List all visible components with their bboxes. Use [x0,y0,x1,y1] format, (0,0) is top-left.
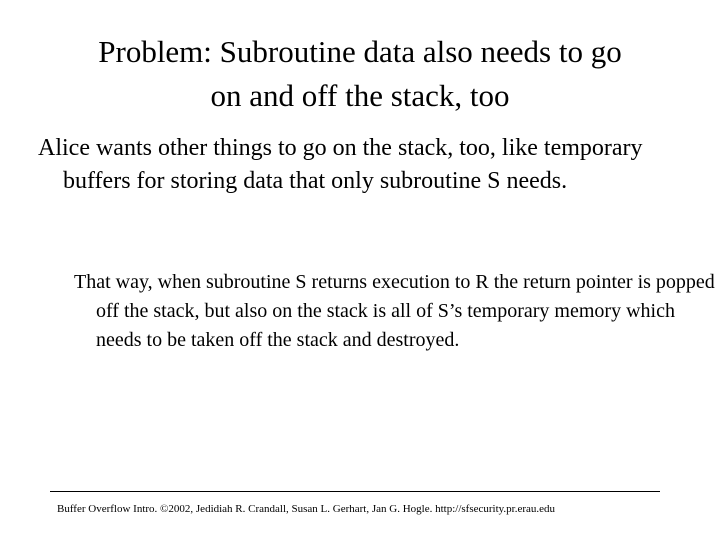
footer-divider [50,491,660,492]
slide-title-line-1: Problem: Subroutine data also needs to go [98,34,622,69]
slide-title-line-2: on and off the stack, too [210,78,510,113]
footer-credit: Buffer Overflow Intro. ©2002, Jedidiah R. Crandall, Susan L. Gerhart, Jan G. Hogle. http://sfsecurity.pr.erau.edu [57,503,556,515]
slide-title [40,30,680,118]
body-paragraph-1: Alice wants other things to go on the stack, too, like temporary buffers for storing data that only subroutine S needs. [38,135,643,194]
body-paragraph-2: That way, when subroutine S returns execution to R the return pointer is popped off the stack, but also on the stack is all of S’s temporary memory which needs to be taken off the stack and destroyed. [74,271,715,351]
